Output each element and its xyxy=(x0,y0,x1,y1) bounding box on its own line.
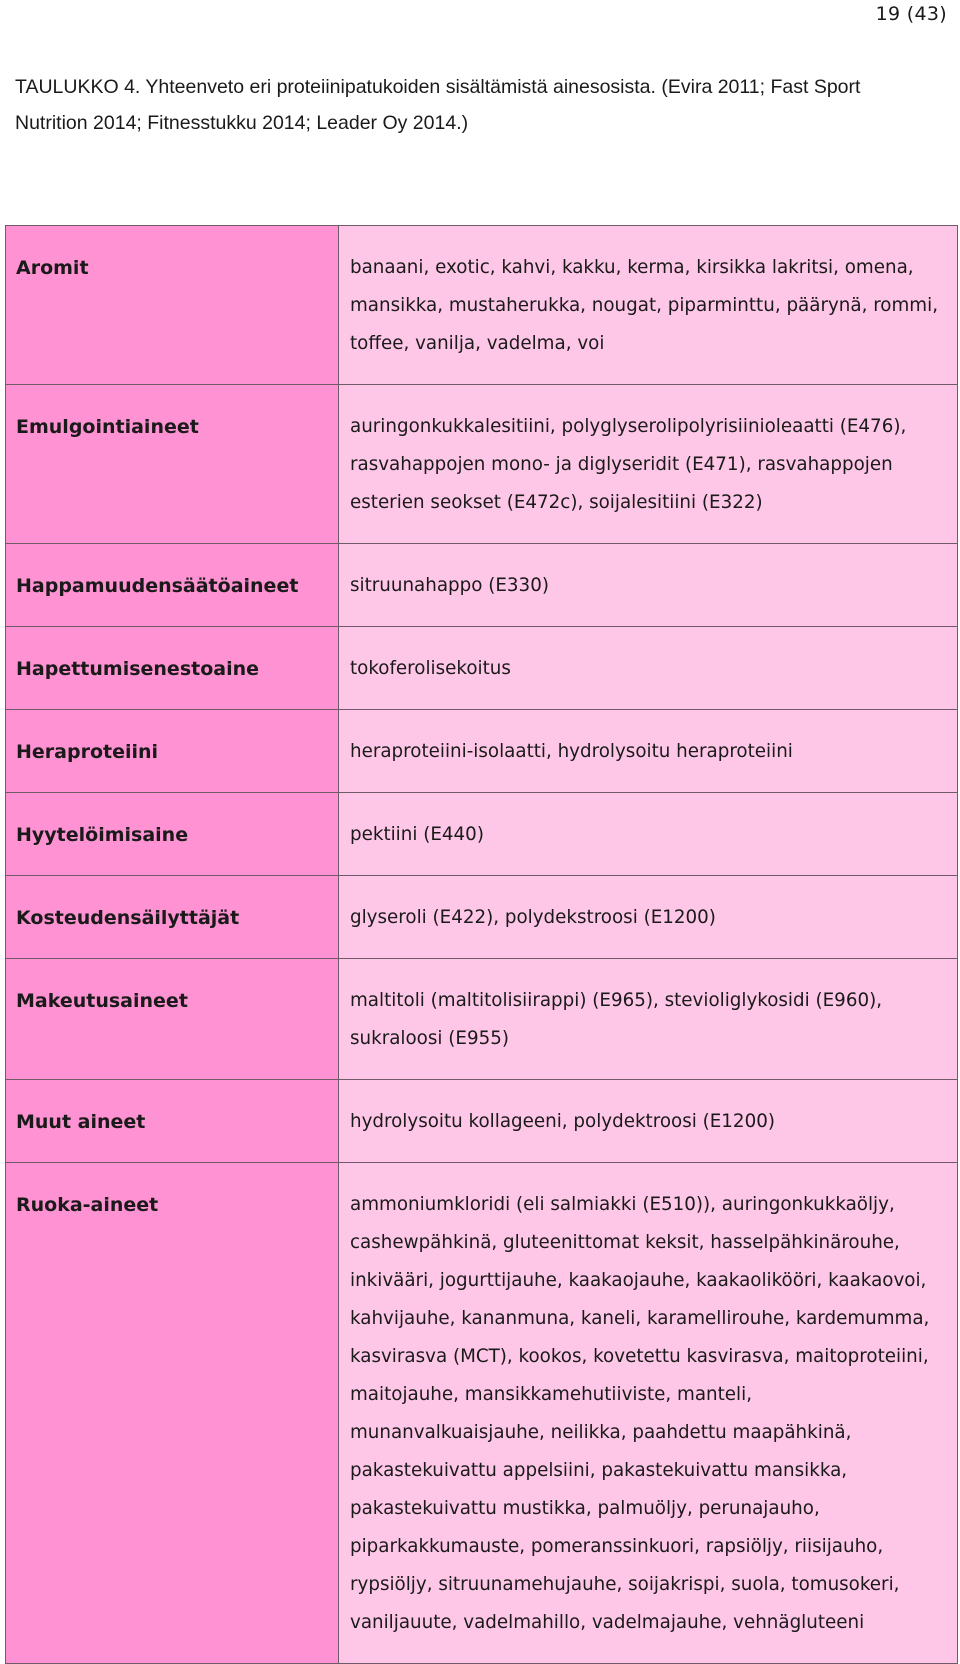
content-cell xyxy=(339,959,958,1080)
category-cell xyxy=(6,385,339,544)
category-cell xyxy=(6,876,339,959)
ingredient-list: pektiini (E440) xyxy=(350,824,484,845)
content-cell xyxy=(339,710,958,793)
ingredient-list: glyseroli (E422), polydekstroosi (E1200) xyxy=(350,907,716,928)
content-cell xyxy=(339,385,958,544)
content-cell xyxy=(339,627,958,710)
category-cell xyxy=(6,959,339,1080)
category-label: Happamuudensäätöaineet xyxy=(16,575,299,597)
content-cell xyxy=(339,1080,958,1163)
table-row xyxy=(6,385,958,544)
table-row xyxy=(6,1163,958,1664)
content-cell xyxy=(339,876,958,959)
content-cell xyxy=(339,793,958,876)
table-row xyxy=(6,876,958,959)
ingredient-list: banaani, exotic, kahvi, kakku, kerma, kirsikka lakritsi, omena, mansikka, mustaherukka, nougat, piparminttu, päärynä, rommi, toffee, vanilja, vadelma, voi xyxy=(350,257,938,354)
ingredient-list: auringonkukkalesitiini, polyglyserolipolyrisiinioleaatti (E476), rasvahappojen mono- ja diglyseridit (E471), rasvahappojen esterien seokset (E472c), soijalesitiini (E322) xyxy=(350,416,907,513)
ingredient-list: ammoniumkloridi (eli salmiakki (E510)), auringonkukkaöljy, cashewpähkinä, gluteenittomat keksit, hasselpähkinärouhe, inkivääri, jogurttijauhe, kaakaojauhe, kaakaolikööri, kaakaovoi, kahvijauhe, kananmuna, kaneli, karamellirouhe, kardemumma, kasvirasva (MCT), kookos, kovetettu kasvirasva, maitoproteiini, maitojauhe, mansikkamehutiiviste, manteli, munanvalkuaisjauhe, neilikka, paahdettu maapähkinä, pakastekuivattu appelsiini, pakastekuivattu mansikka, pakastekuivattu mustikka, palmuöljy, perunajauho, piparkakkumauste, pomeranssinkuori, rapsiöljy, riisijauho, rypsiöljy, sitruunamehujauhe, soijakrispi, suola, tomusokeri, vaniljauute, vadelmahillo, vadelmajauhe, vehnägluteeni xyxy=(350,1194,930,1633)
category-label: Ruoka-aineet xyxy=(16,1194,159,1216)
table-row xyxy=(6,1080,958,1163)
category-label: Hyytelöimisaine xyxy=(16,824,189,846)
category-cell xyxy=(6,226,339,385)
ingredients-table xyxy=(5,225,958,1664)
table-row xyxy=(6,226,958,385)
ingredient-list: maltitoli (maltitolisiirappi) (E965), stevioliglykosidi (E960), sukraloosi (E955) xyxy=(350,990,883,1049)
table-row xyxy=(6,544,958,627)
category-cell xyxy=(6,1080,339,1163)
category-cell xyxy=(6,793,339,876)
category-label: Kosteudensäilyttäjät xyxy=(16,907,240,929)
table-row xyxy=(6,959,958,1080)
content-cell xyxy=(339,544,958,627)
ingredient-list: tokoferolisekoitus xyxy=(350,658,511,679)
category-label: Aromit xyxy=(16,257,89,279)
table-caption: TAULUKKO 4. Yhteenveto eri proteiinipatukoiden sisältämistä ainesosista. (Evira 2011; Fast Sport Nutrition 2014; Fitnesstukku 2014; Leader Oy 2014.) xyxy=(15,76,861,134)
page-number: 19 (43) xyxy=(875,3,947,25)
category-cell xyxy=(6,710,339,793)
ingredient-list: sitruunahappo (E330) xyxy=(350,575,549,596)
table-row xyxy=(6,793,958,876)
content-cell xyxy=(339,1163,958,1664)
category-cell xyxy=(6,627,339,710)
category-label: Makeutusaineet xyxy=(16,990,188,1012)
category-label: Heraproteiini xyxy=(16,741,159,763)
content-cell xyxy=(339,226,958,385)
category-cell xyxy=(6,544,339,627)
ingredient-list: heraproteiini-isolaatti, hydrolysoitu heraproteiini xyxy=(350,741,793,762)
category-label: Muut aineet xyxy=(16,1111,146,1133)
ingredient-list: hydrolysoitu kollageeni, polydektroosi (E1200) xyxy=(350,1111,775,1132)
category-label: Emulgointiaineet xyxy=(16,416,199,438)
category-label: Hapettumisenestoaine xyxy=(16,658,260,680)
category-cell xyxy=(6,1163,339,1664)
table-row xyxy=(6,710,958,793)
table-row xyxy=(6,627,958,710)
